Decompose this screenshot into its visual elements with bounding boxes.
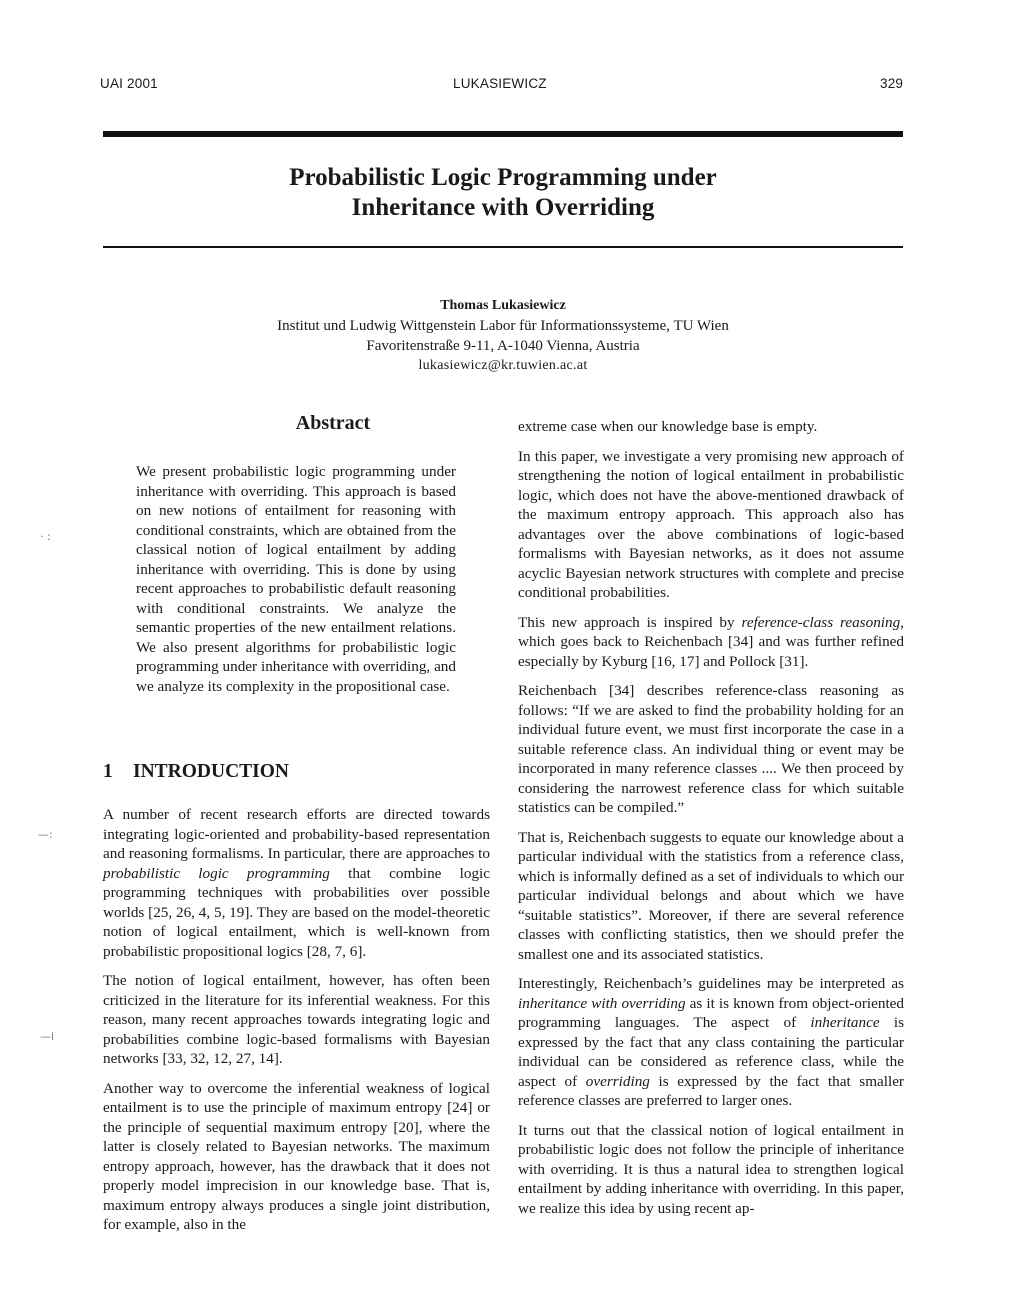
title-line-1: Probabilistic Logic Programming under [289,164,717,191]
intro-p1-text-a: A number of recent research efforts are directed towards integrating logic-oriented and probability-based representation and reasoning formalisms. In particular, there are approaches to [103,806,490,862]
right-p2-emphasis: reference-class reasoning [741,613,901,631]
right-p5-emphasis-2: inheritance [810,1014,880,1031]
header-venue: UAI 2001 [100,76,158,91]
right-paragraph-2 [518,613,904,672]
scan-mark-1: · : [40,530,51,543]
author-affiliation: Institut und Ludwig Wittgenstein Labor für Informationssysteme, TU Wien [277,318,729,334]
paper-title [103,163,903,223]
intro-paragraph-3: Another way to overcome the inferential weakness of logical entailment is to use the principle of maximum entropy [24] or the principle of sequential maximum entropy [20], where the latter is closely related to Bayesian networks. The maximum entropy approach, however, has the drawback that it does not properly model imprecision in our knowledge base. That is, maximum entropy always produces a single joint distribution, for example, also in the [103,1079,490,1233]
left-column-body [103,805,490,1245]
right-p5-emphasis-1: inheritance with overriding [518,994,686,1012]
author-email: lukasiewicz@kr.tuwien.ac.at [418,358,588,373]
right-p2-text-a: This new approach is inspired by [518,613,742,631]
header-author: LUKASIEWICZ [453,76,547,91]
right-paragraph-3: Reichenbach [34] describes reference-class reasoning as follows: “If we are asked to find the probability holding for an individual future event, we must first incorporate the case in a suitable reference class. An individual thing or event may be incorporated in many reference classes .... We then proceed by considering the narrowest reference class for which suitable statistics can be compiled.” [518,682,904,816]
right-column-body [518,417,904,1228]
right-paragraph-4: That is, Reichenbach suggests to equate our knowledge about a particular individual with the statistics from a reference class, which is informally defined as a set of individuals to which our particular individual belongs and about which we have “suitable statistics”. Moreover, if there are several reference classes with conflicting statistics, then we should prefer the smallest one and its associated statistics. [518,828,904,963]
section-number: 1 [103,761,113,782]
right-p5-emphasis-3: overriding [585,1072,650,1090]
intro-paragraph-2: The notion of logical entailment, however, has often been criticized in the literature for its inferential weakness. For this reason, many recent approaches towards integrating logic and probabilities combine logic-based formalisms with Bayesian networks [33, 32, 12, 27, 14]. [103,972,490,1067]
right-p2-text-b: , which goes back to Reichenbach [34] and was further refined especially by Kyburg [16, 17] and Pollock [31]. [518,613,904,670]
intro-p1-text-b: that combine logic programming techniques with probabilities over possible worlds [25, 26, 4, 5, 19]. They are based on the model-theoretic notion of logical entailment, which is well-known from probabilistic propositional logics [28, 7, 6]. [103,864,490,960]
abstract-heading: Abstract [295,412,371,434]
section-title: INTRODUCTION [133,761,290,782]
intro-paragraph-1 [103,805,490,961]
right-p5-text-d: is expressed by the fact that smaller reference classes are preferred to larger ones. [518,1072,904,1109]
right-p5-text-b: as it is known from object-oriented programming languages. The aspect of [518,994,905,1031]
author-address: Favoritenstraße 9-11, A-1040 Vienna, Austria [366,338,640,354]
right-paragraph-5 [518,974,904,1111]
right-p5-text-c: is expressed by the fact that any class containing the particular individual can be considered as reference class, while the aspect of [518,1014,904,1090]
right-paragraph-1: In this paper, we investigate a very promising new approach of strengthening the notion of logical entailment in probabilistic logic, which does not have the above-mentioned drawback of the maximum entropy approach. This approach also has advantages over the above combinations of logic-based formalisms with Bayesian networks, as it does not assume acyclic Bayesian network structures with complete and precise conditional probabilities. [518,447,904,601]
title-top-rule [103,131,903,137]
title-line-2: Inheritance with Overriding [351,194,655,221]
author-block [103,296,903,376]
scan-mark-3: —i [40,1030,55,1043]
running-header [0,76,1024,96]
section-heading [103,761,289,783]
page-number: 329 [880,76,904,91]
right-paragraph-0: extreme case when our knowledge base is empty. [518,418,818,435]
abstract-text: We present probabilistic logic programming under inheritance with overriding. This approach is based on new notions of entailment for reasoning with conditional constraints, which are obtained from the classical notion of logical entailment by adding inheritance with overriding. This is done by using recent approaches to probabilistic default reasoning with conditional constraints. We analyze the semantic properties of the new entailment relations. We also present algorithms for probabilistic logic programming under inheritance with overriding, and we analyze its complexity in the propositional case. [136,463,456,695]
scan-mark-2: —: [38,828,53,841]
title-bottom-rule [103,246,903,248]
right-p5-text-a: Interestingly, Reichenbach’s guidelines may be interpreted as [518,975,904,992]
right-paragraph-6: It turns out that the classical notion of logical entailment in probabilistic logic does not follow the principle of inheritance with overriding. It is thus a natural idea to strengthen logical entailment by adding inheritance with overriding. In this paper, we realize this idea by using recent ap- [518,1121,904,1217]
author-name: Thomas Lukasiewicz [440,298,566,313]
intro-p1-emphasis: probabilistic logic programming [103,864,330,882]
